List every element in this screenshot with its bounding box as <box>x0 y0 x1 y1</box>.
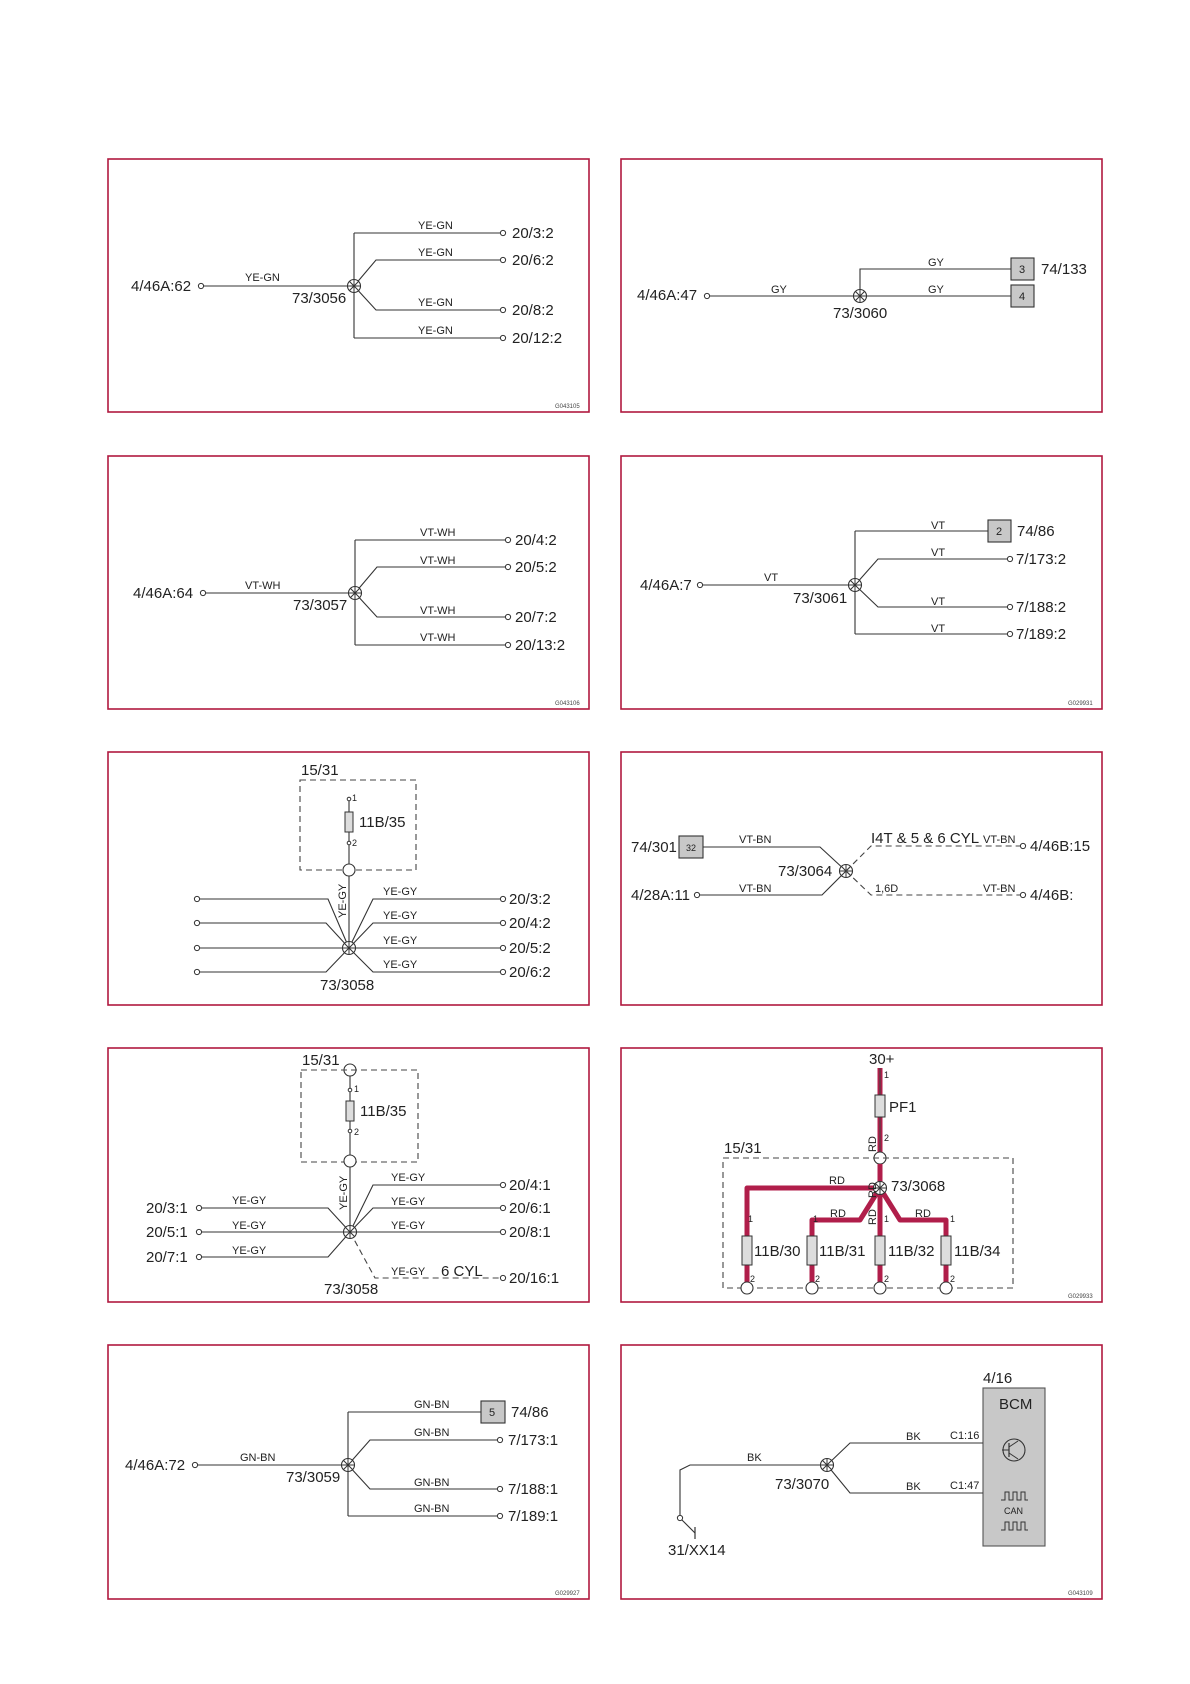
wire-color-label: VT-WH <box>420 632 456 644</box>
pin-label: 2 <box>996 526 1003 538</box>
fuse-icon <box>742 1236 752 1265</box>
wire-color-label: BK <box>906 1481 921 1493</box>
wire-color-label: YE-GY <box>391 1172 426 1184</box>
wire-color-label: GN-BN <box>414 1503 450 1515</box>
target-label: 20/5:2 <box>509 940 551 957</box>
wire-color-label: RD <box>867 1182 879 1198</box>
target-label: 20/4:1 <box>509 1177 551 1194</box>
wire-color-label: GN-BN <box>414 1477 450 1489</box>
connection-point <box>343 864 355 876</box>
can-label: CAN <box>1004 1506 1024 1516</box>
splice-icon <box>854 290 867 303</box>
wire-color-label: YE-GN <box>418 325 453 337</box>
splice-label: 73/3068 <box>891 1178 946 1195</box>
splice-label: 73/3058 <box>320 977 375 994</box>
target-label: 20/16:1 <box>509 1270 560 1287</box>
wire-color-label: RD <box>867 1136 879 1152</box>
wire-color-label: VT-BN <box>983 834 1016 846</box>
target-label: 4/46B: <box>1030 887 1074 904</box>
target-label: 7/188:2 <box>1016 599 1067 616</box>
condition-label: 6 CYL <box>441 1263 483 1280</box>
panel-splice-73-3070 <box>621 1345 1102 1599</box>
target-label: 20/6:1 <box>509 1200 551 1217</box>
pin-label: 1 <box>950 1214 956 1224</box>
splice-icon <box>344 1226 357 1239</box>
target-label: 20/12:2 <box>512 330 563 347</box>
pin-label: 2 <box>352 838 358 848</box>
wire-color-label: VT-BN <box>739 834 772 846</box>
wire-color-label: YE-GY <box>337 883 349 918</box>
pin-label: 2 <box>884 1133 890 1143</box>
source-label: 74/301 <box>631 839 677 856</box>
module-label: BCM <box>999 1396 1033 1413</box>
fuse-icon <box>807 1236 817 1265</box>
wire-color-label: YE-GY <box>383 935 418 947</box>
image-id: G043109 <box>1068 1591 1093 1597</box>
fuse-label: 11B/35 <box>360 1103 407 1120</box>
target-label: 20/4:2 <box>515 532 557 549</box>
wire-color-label: YE-GY <box>383 886 418 898</box>
pin-label: 2 <box>950 1274 956 1284</box>
splice-icon <box>342 1459 355 1472</box>
wire-color-label: VT <box>931 547 946 559</box>
splice-label: 73/3070 <box>775 1476 830 1493</box>
wire-color-label: YE-GY <box>391 1220 426 1232</box>
source-label: 4/46A:47 <box>637 287 698 304</box>
module-id-label: 4/16 <box>983 1370 1013 1387</box>
pin-label: 32 <box>686 843 697 853</box>
wire-color-label: VT-BN <box>983 883 1016 895</box>
wire-color-label: GN-BN <box>414 1427 450 1439</box>
target-label: 20/7:2 <box>515 609 557 626</box>
connector-label: 74/133 <box>1041 261 1087 278</box>
wire-color-label: YE-GY <box>383 910 418 922</box>
panel-splice-73-3068 <box>621 1048 1102 1302</box>
wire-color-label: VT-WH <box>245 580 281 592</box>
fuse-icon <box>346 1101 354 1121</box>
target-label: 20/6:2 <box>512 252 554 269</box>
source-label: 20/3:1 <box>146 1200 188 1217</box>
pin-label: 2 <box>884 1274 890 1284</box>
wire-color-label: YE-GN <box>418 220 453 232</box>
target-label: 20/6:2 <box>509 964 551 981</box>
fuse-icon <box>941 1236 951 1265</box>
wire-color-label: GN-BN <box>240 1452 276 1464</box>
source-label: 4/46A:72 <box>125 1457 186 1474</box>
pin-label: C1:47 <box>950 1480 980 1492</box>
wire-color-label: YE-GY <box>391 1196 426 1208</box>
wire-color-label: YE-GN <box>418 247 453 259</box>
fuse-icon <box>875 1236 885 1265</box>
ground-label: 31/XX14 <box>668 1542 726 1559</box>
wire-color-label: VT <box>931 520 946 532</box>
fuse-label: 11B/35 <box>359 814 406 831</box>
splice-icon <box>349 587 362 600</box>
fuse-label: 11B/31 <box>819 1243 866 1260</box>
source-label: 4/46A:7 <box>640 577 692 594</box>
wire-color-label: BK <box>906 1431 921 1443</box>
source-label: 20/7:1 <box>146 1249 188 1266</box>
target-label: 20/8:1 <box>509 1224 551 1241</box>
target-label: 7/173:2 <box>1016 551 1067 568</box>
pin-label: 5 <box>489 1407 496 1419</box>
wire-color-label: YE-GY <box>232 1195 267 1207</box>
target-label: 20/8:2 <box>512 302 554 319</box>
pin-label: 1 <box>352 793 358 803</box>
wire-color-label: RD <box>830 1208 846 1220</box>
splice-label: 73/3056 <box>292 290 347 307</box>
wire-color-label: VT <box>931 596 946 608</box>
image-id: G029931 <box>1068 701 1093 707</box>
source-label: 4/28A:11 <box>631 887 690 904</box>
image-id: G043105 <box>555 404 580 410</box>
fuse-icon <box>345 812 353 832</box>
connection-point <box>344 1155 356 1167</box>
pin-label: 1 <box>884 1214 890 1224</box>
splice-icon <box>343 942 356 955</box>
target-label: 74/86 <box>1017 523 1055 540</box>
target-label: 7/173:1 <box>508 1432 559 1449</box>
wire-color-label: YE-GY <box>383 959 418 971</box>
fuse-icon <box>875 1095 885 1117</box>
target-label: 7/189:1 <box>508 1508 559 1525</box>
target-label: 20/13:2 <box>515 637 566 654</box>
panel-splice-73-3057 <box>108 456 589 709</box>
wire-color-label: VT-WH <box>420 605 456 617</box>
box-label: 15/31 <box>301 762 339 779</box>
pin-label: 4 <box>1019 291 1026 303</box>
pin-label: 2 <box>815 1274 821 1284</box>
image-id: G029933 <box>1068 1294 1093 1300</box>
wire-color-label: RD <box>829 1175 845 1187</box>
wire-color-label: BK <box>747 1452 762 1464</box>
pin-label: 1 <box>748 1214 754 1224</box>
wire-color-label: VT <box>764 572 779 584</box>
splice-icon <box>849 579 862 592</box>
wire-color-label: VT <box>931 623 946 635</box>
wire-color-label: VT-WH <box>420 555 456 567</box>
wire-color-label: GN-BN <box>414 1399 450 1411</box>
wire-color-label: VT-BN <box>739 883 772 895</box>
splice-icon <box>348 280 361 293</box>
splice-icon <box>821 1459 834 1472</box>
source-label: 4/46A:64 <box>133 585 194 602</box>
connection-point <box>940 1282 952 1294</box>
splice-label: 73/3059 <box>286 1469 341 1486</box>
fuse-label: 11B/30 <box>754 1243 801 1260</box>
fuse-label: PF1 <box>889 1099 917 1116</box>
connection-point <box>806 1282 818 1294</box>
wire-color-label: GY <box>928 257 944 269</box>
fuse-label: 11B/34 <box>954 1243 1001 1260</box>
pin-label: 1 <box>813 1214 819 1224</box>
target-label: 74/86 <box>511 1404 549 1421</box>
panel-splice-73-3058-b <box>108 1048 589 1302</box>
target-label: 20/3:2 <box>509 891 551 908</box>
image-id: G029927 <box>555 1591 580 1597</box>
pin-label: 1 <box>884 1070 890 1080</box>
source-label: 20/5:1 <box>146 1224 188 1241</box>
wire-color-label: YE-GY <box>232 1220 267 1232</box>
target-label: 7/188:1 <box>508 1481 559 1498</box>
target-label: 4/46B:15 <box>1030 838 1091 855</box>
condition-label: I4T & 5 & 6 CYL <box>871 830 980 847</box>
splice-label: 73/3060 <box>833 305 888 322</box>
panel-splice-73-3058-a <box>108 752 589 1005</box>
panel-splice-73-3060 <box>621 159 1102 412</box>
wire-color-label: GY <box>771 284 787 296</box>
wire-color-label: YE-GN <box>245 272 280 284</box>
wire-color-label: RD <box>867 1209 879 1225</box>
panel-splice-73-3061 <box>621 456 1102 709</box>
wire-color-label: GY <box>928 284 944 296</box>
target-label: 20/3:2 <box>512 225 554 242</box>
panel-splice-73-3059 <box>108 1345 589 1599</box>
panel-frame <box>621 1048 1102 1302</box>
pin-label: 1 <box>354 1084 360 1094</box>
target-label: 20/5:2 <box>515 559 557 576</box>
panel-splice-73-3064 <box>621 752 1102 1005</box>
panel-splice-73-3056 <box>108 159 589 412</box>
pin-label: 3 <box>1019 264 1026 276</box>
pin-label: 2 <box>354 1127 360 1137</box>
pin-label: 2 <box>750 1274 756 1284</box>
wire-color-label: YE-GY <box>338 1175 350 1210</box>
panel-frame <box>621 752 1102 1005</box>
splice-label: 73/3061 <box>793 590 848 607</box>
connection-point <box>741 1282 753 1294</box>
panel-frame <box>108 456 589 709</box>
fuse-label: 11B/32 <box>888 1243 935 1260</box>
supply-label: 30+ <box>869 1051 895 1068</box>
image-id: G043106 <box>555 701 580 707</box>
box-label: 15/31 <box>302 1052 340 1069</box>
splice-label: 73/3064 <box>778 863 833 880</box>
box-label: 15/31 <box>724 1140 762 1157</box>
wire-color-label: YE-GN <box>418 297 453 309</box>
splice-label: 73/3058 <box>324 1281 379 1298</box>
pin-label: C1:16 <box>950 1430 980 1442</box>
wire-color-label: YE-GY <box>391 1266 426 1278</box>
wire-color-label: YE-GY <box>232 1245 267 1257</box>
target-label: 20/4:2 <box>509 915 551 932</box>
wire-color-label: RD <box>915 1208 931 1220</box>
splice-label: 73/3057 <box>293 597 348 614</box>
condition-label: 1,6D <box>875 883 899 895</box>
terminal <box>198 283 203 288</box>
connection-point <box>874 1282 886 1294</box>
target-label: 7/189:2 <box>1016 626 1067 643</box>
source-label: 4/46A:62 <box>131 278 192 295</box>
wire-color-label: VT-WH <box>420 527 456 539</box>
